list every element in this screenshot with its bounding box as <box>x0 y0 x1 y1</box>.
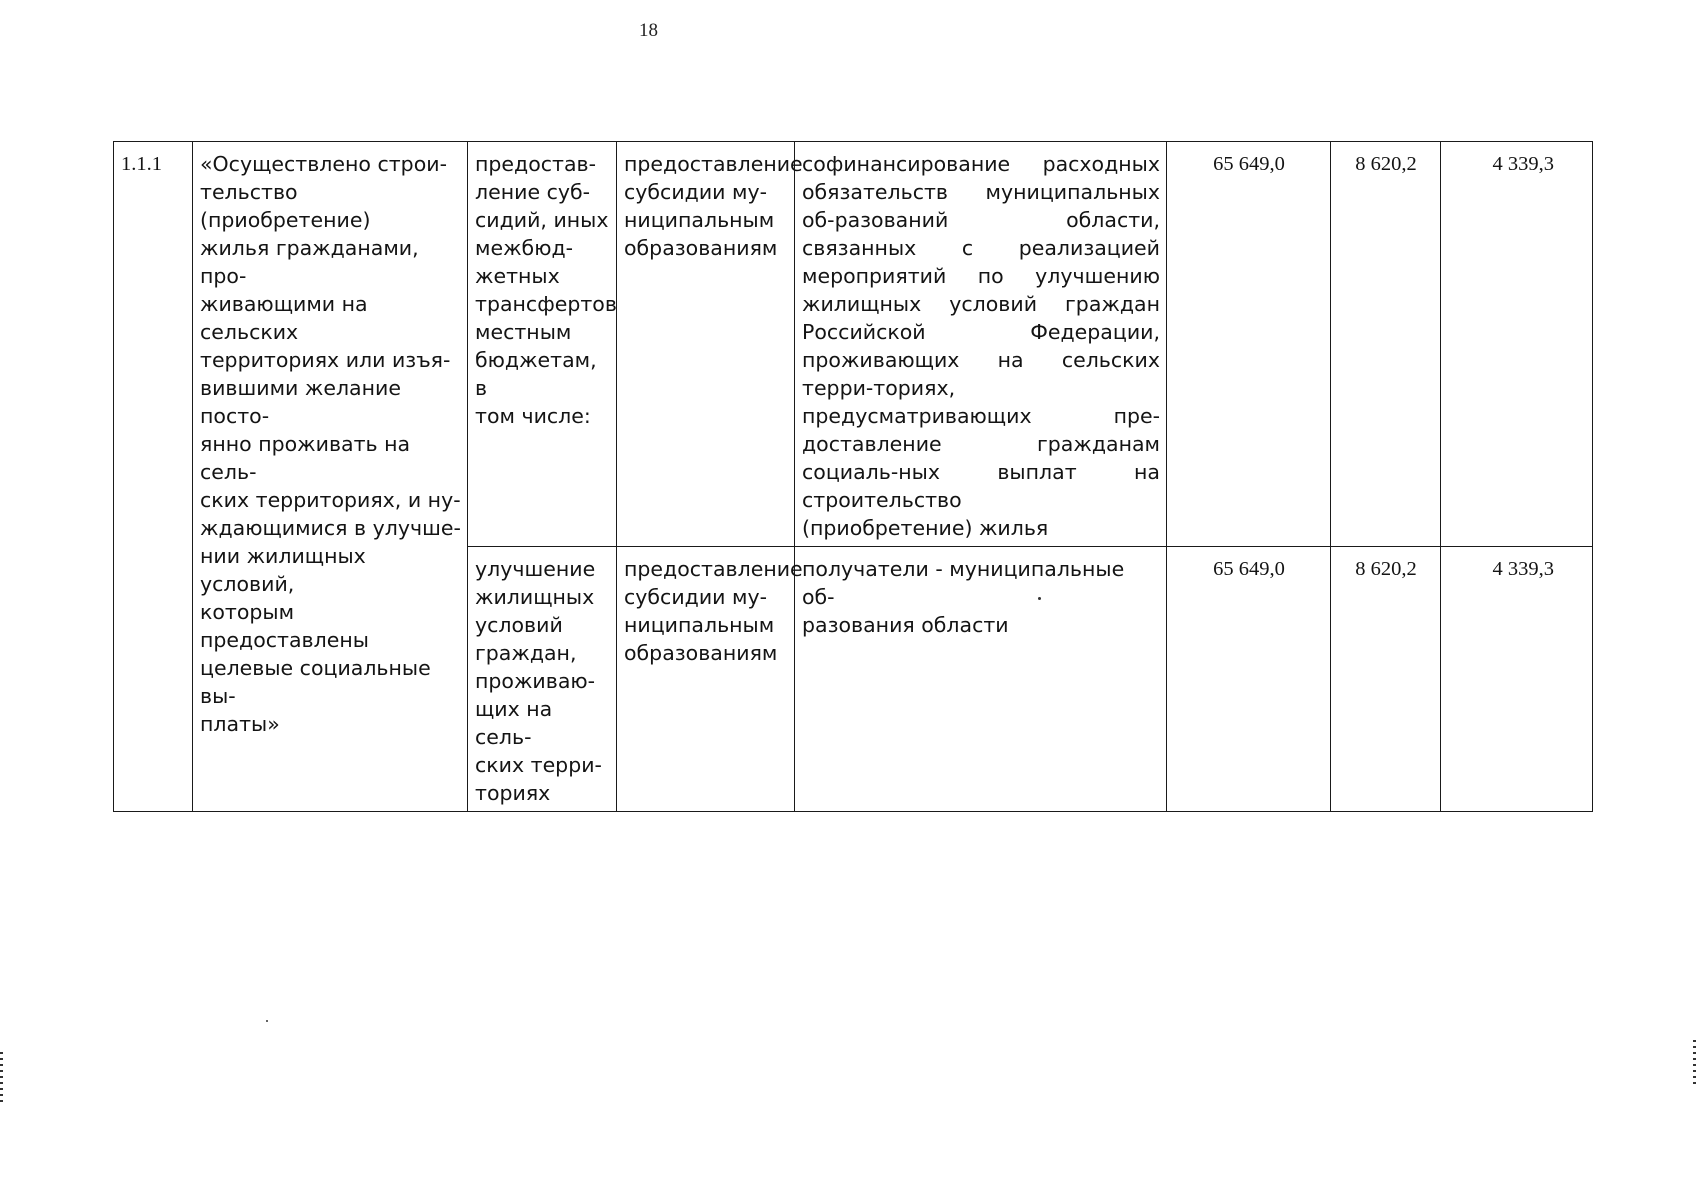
description-text: софинансирование расходных обязательств муниципальных об-разований области, связанных с реализацией мероприятий по улучшению жилищных условий граждан Российской Федерации, проживающих на сельских терри-ториях, предусматривающих пре-доставление гражданам социаль-ных выплат на строительство <box>802 152 1160 512</box>
amount-cell: 8 620,2 <box>1331 547 1441 812</box>
amount-cell: 65 649,0 <box>1167 142 1331 547</box>
row-id-cell: 1.1.1 <box>114 142 193 812</box>
direction-cell: предостав- ление суб- сидий, иных межбюд- жетных трансфертов местным бюджетам, в том числе: <box>468 142 617 547</box>
description-text-last: (приобретение) жилья <box>802 516 1049 540</box>
page-number: 18 <box>639 20 658 41</box>
description-cell <box>795 142 1167 547</box>
scan-edge-marks <box>0 1052 3 1102</box>
amount-cell: 65 649,0 <box>1167 547 1331 812</box>
form-cell: предоставление субсидии му- ниципальным образованиям <box>617 547 795 812</box>
scan-speck <box>1038 597 1041 600</box>
amount-cell: 8 620,2 <box>1331 142 1441 547</box>
amount-cell: 4 339,3 <box>1441 142 1593 547</box>
scan-speck <box>266 1020 268 1022</box>
amount-cell: 4 339,3 <box>1441 547 1593 812</box>
form-cell: предоставление субсидии му- ниципальным образованиям <box>617 142 795 547</box>
direction-cell: улучшение жилищных условий граждан, проживаю- щих на сель- ских терри- ториях <box>468 547 617 812</box>
scan-edge-marks <box>1693 1040 1696 1088</box>
table-row <box>114 142 1593 547</box>
description-cell: получатели - муниципальные об- разования области <box>795 547 1167 812</box>
budget-table <box>113 141 1593 812</box>
result-cell: «Осуществлено строи- тельство (приобретение) жилья гражданами, про- живающими на сельских территориях или изъя- вившими желание посто- янно проживать на сель- ских территориях, и ну- ждающимися в улучше- нии жилищных условий, которым предоставлены целевые социальные вы- платы» <box>193 142 468 812</box>
